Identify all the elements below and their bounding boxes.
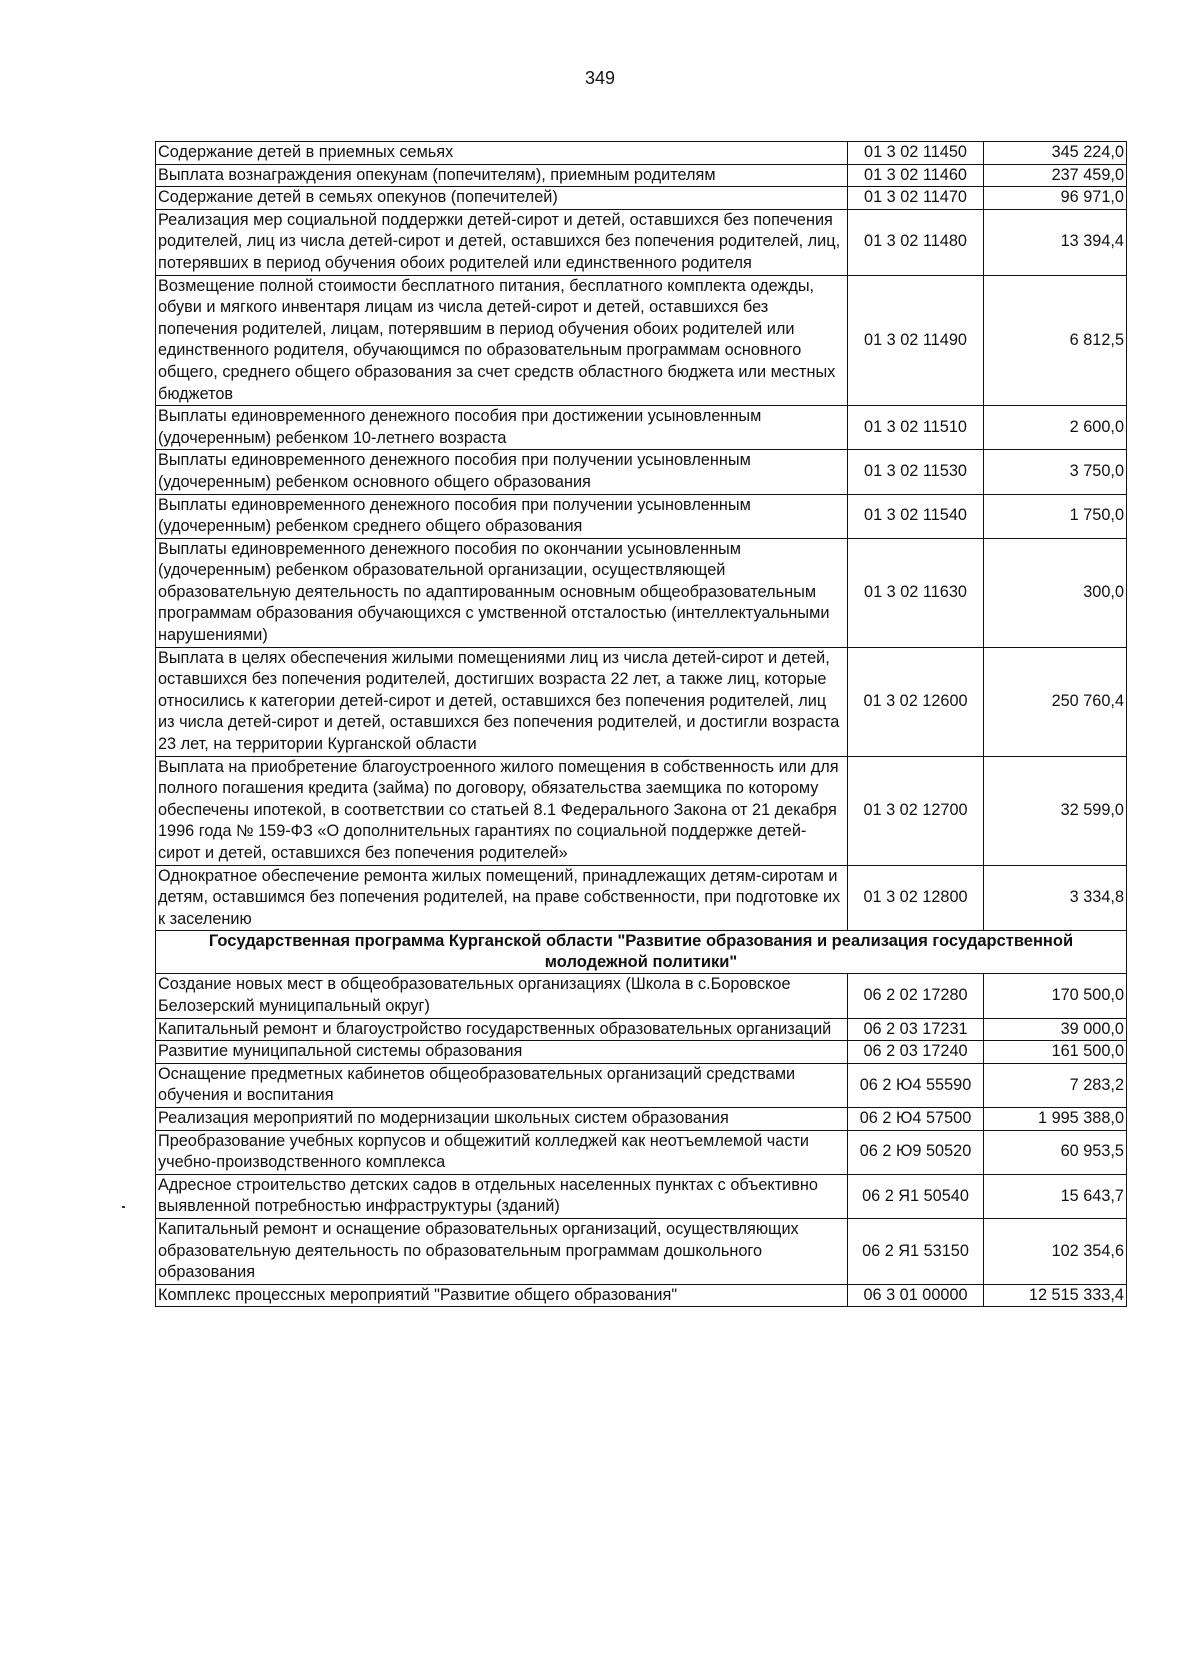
item-name-cell: Капитальный ремонт и оснащение образовательных организаций, осуществляющих образовательную деятельность по образовательным программам дошкольного образования: [156, 1218, 848, 1284]
amount-cell: 2 600,0: [984, 406, 1127, 450]
budget-code-cell: 01 3 02 11630: [848, 538, 984, 647]
budget-code-cell: 01 3 02 11510: [848, 406, 984, 450]
table-row: [156, 1063, 1127, 1107]
item-name-cell: Оснащение предметных кабинетов общеобразовательных организаций средствами обучения и воспитания: [156, 1063, 848, 1107]
budget-code-cell: 01 3 02 11470: [848, 187, 984, 210]
amount-cell: 15 643,7: [984, 1174, 1127, 1218]
budget-code-cell: 06 2 Я1 50540: [848, 1174, 984, 1218]
item-name-cell: Выплаты единовременного денежного пособия при получении усыновленным (удочеренным) ребенком среднего общего образования: [156, 494, 848, 538]
budget-code-cell: 01 3 02 12700: [848, 756, 984, 865]
budget-code-cell: 01 3 02 11460: [848, 164, 984, 187]
item-name-cell: Развитие муниципальной системы образования: [156, 1041, 848, 1064]
table-row: [156, 142, 1127, 165]
budget-code-cell: 06 3 01 00000: [848, 1284, 984, 1307]
item-name-cell: Реализация мер социальной поддержки детей-сирот и детей, оставшихся без попечения родителей, лиц из числа детей-сирот и детей, оставшихся без попечения родителей, лиц, потерявших в период обучения обоих родителей или единственного родителя: [156, 209, 848, 275]
amount-cell: 161 500,0: [984, 1041, 1127, 1064]
table-row: [156, 1174, 1127, 1218]
budget-code-cell: 06 2 Ю4 57500: [848, 1107, 984, 1130]
budget-code-cell: 01 3 02 11480: [848, 209, 984, 275]
table-row: [156, 1107, 1127, 1130]
section-title: Государственная программа Курганской области "Развитие образования и реализация государственной молодежной политики": [156, 931, 1127, 974]
table-row: [156, 164, 1127, 187]
item-name-cell: Выплаты единовременного денежного пособия по окончании усыновленным (удочеренным) ребенком образовательной организации, осуществляющей образовательную деятельность по адаптированным основным общеобразовательным программам образования обучающихся с умственной отсталостью (интеллектуальными нарушениями): [156, 538, 848, 647]
table-row: [156, 1041, 1127, 1064]
item-name-cell: Комплекс процессных мероприятий "Развитие общего образования": [156, 1284, 848, 1307]
item-name-cell: Создание новых мест в общеобразовательных организациях (Школа в с.Боровское Белозерский муниципальный округ): [156, 974, 848, 1018]
budget-code-cell: 01 3 02 11530: [848, 450, 984, 494]
amount-cell: 102 354,6: [984, 1218, 1127, 1284]
amount-cell: 3 334,8: [984, 865, 1127, 931]
table-row: [156, 865, 1127, 931]
table-row: [156, 538, 1127, 647]
budget-code-cell: 01 3 02 11450: [848, 142, 984, 165]
amount-cell: 300,0: [984, 538, 1127, 647]
item-name-cell: Однократное обеспечение ремонта жилых помещений, принадлежащих детям-сиротам и детям, оставшимся без попечения родителей, на праве собственности, при подготовке их к заселению: [156, 865, 848, 931]
amount-cell: 60 953,5: [984, 1130, 1127, 1174]
amount-cell: 6 812,5: [984, 275, 1127, 406]
amount-cell: 237 459,0: [984, 164, 1127, 187]
budget-code-cell: 01 3 02 11540: [848, 494, 984, 538]
budget-code-cell: 01 3 02 11490: [848, 275, 984, 406]
amount-cell: 32 599,0: [984, 756, 1127, 865]
item-name-cell: Преобразование учебных корпусов и общежитий колледжей как неотъемлемой части учебно-производственного комплекса: [156, 1130, 848, 1174]
budget-code-cell: 06 2 02 17280: [848, 974, 984, 1018]
budget-code-cell: 06 2 Ю9 50520: [848, 1130, 984, 1174]
item-name-cell: Содержание детей в семьях опекунов (попечителей): [156, 187, 848, 210]
item-name-cell: Адресное строительство детских садов в отдельных населенных пунктах с объективно выявленной потребностью инфраструктуры (зданий): [156, 1174, 848, 1218]
amount-cell: 96 971,0: [984, 187, 1127, 210]
item-name-cell: Содержание детей в приемных семьях: [156, 142, 848, 165]
page-number: 349: [584, 68, 616, 88]
amount-cell: 250 760,4: [984, 647, 1127, 756]
amount-cell: 1 750,0: [984, 494, 1127, 538]
item-name-cell: Выплата в целях обеспечения жилыми помещениями лиц из числа детей-сирот и детей, оставшихся без попечения родителей, достигших возраста 22 лет, а также лиц, которые относились к категории детей-сирот и детей, оставшихся без попечения родителей, лиц из числа детей-сирот и детей, оставшихся без попечения родителей, и достигли возраста 23 лет, на территории Курганской области: [156, 647, 848, 756]
budget-table: [155, 141, 1127, 1307]
section-header-row: [156, 931, 1127, 974]
amount-cell: 345 224,0: [984, 142, 1127, 165]
amount-cell: 39 000,0: [984, 1018, 1127, 1041]
table-row: [156, 647, 1127, 756]
amount-cell: 7 283,2: [984, 1063, 1127, 1107]
budget-code-cell: 06 2 Я1 53150: [848, 1218, 984, 1284]
amount-cell: 1 995 388,0: [984, 1107, 1127, 1130]
table-row: [156, 1218, 1127, 1284]
item-name-cell: Капитальный ремонт и благоустройство государственных образовательных организаций: [156, 1018, 848, 1041]
table-row: [156, 1284, 1127, 1307]
item-name-cell: Реализация мероприятий по модернизации школьных систем образования: [156, 1107, 848, 1130]
amount-cell: 3 750,0: [984, 450, 1127, 494]
budget-code-cell: 06 2 Ю4 55590: [848, 1063, 984, 1107]
item-name-cell: Выплаты единовременного денежного пособия при достижении усыновленным (удочеренным) ребенком 10-летнего возраста: [156, 406, 848, 450]
table-row: [156, 1018, 1127, 1041]
table-row: [156, 494, 1127, 538]
item-name-cell: Выплата вознаграждения опекунам (попечителям), приемным родителям: [156, 164, 848, 187]
table-row: [156, 756, 1127, 865]
item-name-cell: Возмещение полной стоимости бесплатного питания, бесплатного комплекта одежды, обуви и мягкого инвентаря лицам из числа детей-сирот и детей, оставшихся без попечения родителей, лицам, потерявшим в период обучения обоих родителей или единственного родителя, обучающимся по образовательным программам основного общего, среднего общего образования за счет средств областного бюджета или местных бюджетов: [156, 275, 848, 406]
table-row: [156, 187, 1127, 210]
item-name-cell: Выплаты единовременного денежного пособия при получении усыновленным (удочеренным) ребенком основного общего образования: [156, 450, 848, 494]
table-row: [156, 209, 1127, 275]
amount-cell: 12 515 333,4: [984, 1284, 1127, 1307]
table-row: [156, 275, 1127, 406]
table-row: [156, 974, 1127, 1018]
amount-cell: 170 500,0: [984, 974, 1127, 1018]
amount-cell: 13 394,4: [984, 209, 1127, 275]
table-row: [156, 1130, 1127, 1174]
margin-mark: [122, 1206, 125, 1208]
budget-code-cell: 01 3 02 12800: [848, 865, 984, 931]
table-row: [156, 450, 1127, 494]
table-row: [156, 406, 1127, 450]
item-name-cell: Выплата на приобретение благоустроенного жилого помещения в собственность или для полного погашения кредита (займа) по договору, обязательства заемщика по которому обеспечены ипотекой, в соответствии со статьей 8.1 Федерального Закона от 21 декабря 1996 года № 159-ФЗ «О дополнительных гарантиях по социальной поддержке детей-сирот и детей, оставшихся без попечения родителей»: [156, 756, 848, 865]
budget-code-cell: 06 2 03 17240: [848, 1041, 984, 1064]
budget-code-cell: 06 2 03 17231: [848, 1018, 984, 1041]
budget-code-cell: 01 3 02 12600: [848, 647, 984, 756]
